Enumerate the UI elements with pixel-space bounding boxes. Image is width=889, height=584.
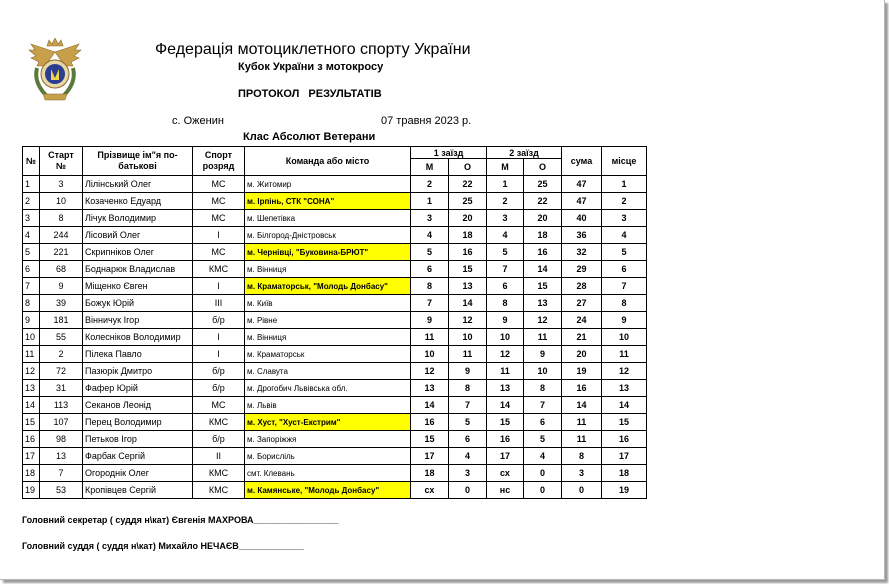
cell-final-place: 1 <box>602 176 647 193</box>
cell-race-1-place: 14 <box>411 397 449 414</box>
cell-start: 8 <box>40 210 83 227</box>
cell-no: 3 <box>23 210 40 227</box>
cell-start: 244 <box>40 227 83 244</box>
table-row <box>23 329 647 346</box>
cell-race-1-points: 18 <box>449 227 487 244</box>
header-final-place: місце <box>602 147 647 176</box>
cell-team: м. Запоріжжя <box>245 431 411 448</box>
cell-no: 16 <box>23 431 40 448</box>
cell-race-2-points: 10 <box>524 363 562 380</box>
cell-no: 12 <box>23 363 40 380</box>
header-name: Прізвище ім"я по-батькові <box>83 147 193 176</box>
cell-team: м. Хуст, "Хуст-Екстрим" <box>245 414 411 431</box>
cell-final-place: 9 <box>602 312 647 329</box>
cell-sum: 0 <box>562 482 602 499</box>
event-place: с. Оженин <box>172 115 224 127</box>
cell-race-2-points: 9 <box>524 346 562 363</box>
cell-name: Вінничук Ігор <box>83 312 193 329</box>
cell-sum: 20 <box>562 346 602 363</box>
cell-rank: І <box>193 278 245 295</box>
table-row <box>23 312 647 329</box>
cell-sum: 8 <box>562 448 602 465</box>
cell-race-1-place: 1 <box>411 193 449 210</box>
cell-race-1-points: 7 <box>449 397 487 414</box>
table-row <box>23 227 647 244</box>
cell-team: м. Рівне <box>245 312 411 329</box>
cell-race-1-place: 17 <box>411 448 449 465</box>
cell-race-2-place: 5 <box>487 244 524 261</box>
cell-final-place: 4 <box>602 227 647 244</box>
cell-race-2-place: сх <box>487 465 524 482</box>
cell-race-2-points: 11 <box>524 329 562 346</box>
cell-start: 113 <box>40 397 83 414</box>
cell-race-1-place: 3 <box>411 210 449 227</box>
cell-race-2-place: 10 <box>487 329 524 346</box>
cell-no: 7 <box>23 278 40 295</box>
cell-start: 9 <box>40 278 83 295</box>
results-body <box>23 176 647 499</box>
cell-final-place: 15 <box>602 414 647 431</box>
cell-race-2-place: 3 <box>487 210 524 227</box>
cell-race-1-place: 18 <box>411 465 449 482</box>
cell-team: м. Білгород-Дністровськ <box>245 227 411 244</box>
cell-sum: 27 <box>562 295 602 312</box>
cell-rank: І <box>193 329 245 346</box>
cell-race-1-place: сх <box>411 482 449 499</box>
cell-race-1-points: 5 <box>449 414 487 431</box>
cell-team: м. Житомир <box>245 176 411 193</box>
cell-sum: 21 <box>562 329 602 346</box>
secretary-signature-line: Головний секретар ( суддя н\кат) Євгенія МАХРОВА_________________ <box>22 515 339 525</box>
cell-team: м. Чернівці, "Буковина-БРЮТ" <box>245 244 411 261</box>
cell-no: 11 <box>23 346 40 363</box>
cell-race-1-place: 10 <box>411 346 449 363</box>
cell-race-1-place: 11 <box>411 329 449 346</box>
cell-sum: 28 <box>562 278 602 295</box>
cell-name: Секанов Леонід <box>83 397 193 414</box>
cell-team: м. Краматорськ <box>245 346 411 363</box>
cell-race-1-points: 0 <box>449 482 487 499</box>
cell-start: 2 <box>40 346 83 363</box>
cell-race-2-points: 13 <box>524 295 562 312</box>
cell-name: Міщенко Євген <box>83 278 193 295</box>
cell-rank: МС <box>193 193 245 210</box>
cell-no: 8 <box>23 295 40 312</box>
cell-name: Лісовий Олег <box>83 227 193 244</box>
cup-title: Кубок України з мотокросу <box>238 61 384 73</box>
cell-race-1-points: 9 <box>449 363 487 380</box>
cell-race-2-place: 13 <box>487 380 524 397</box>
cell-sum: 47 <box>562 176 602 193</box>
cell-name: Божук Юрій <box>83 295 193 312</box>
cell-race-1-place: 9 <box>411 312 449 329</box>
cell-race-1-points: 13 <box>449 278 487 295</box>
cell-team: м. Камянське, "Молодь Донбасу" <box>245 482 411 499</box>
table-row <box>23 176 647 193</box>
table-row <box>23 363 647 380</box>
cell-race-1-points: 25 <box>449 193 487 210</box>
cell-race-1-place: 8 <box>411 278 449 295</box>
cell-team: м. Ірпінь, СТК "СОНА" <box>245 193 411 210</box>
cell-race-2-place: 7 <box>487 261 524 278</box>
cell-start: 10 <box>40 193 83 210</box>
cell-rank: ІІІ <box>193 295 245 312</box>
cell-final-place: 3 <box>602 210 647 227</box>
cell-name: Козаченко Едуард <box>83 193 193 210</box>
cell-final-place: 17 <box>602 448 647 465</box>
cell-race-2-points: 25 <box>524 176 562 193</box>
cell-sum: 29 <box>562 261 602 278</box>
cell-start: 3 <box>40 176 83 193</box>
federation-emblem-icon <box>27 38 83 102</box>
cell-name: Огороднік Олег <box>83 465 193 482</box>
cell-race-2-place: 9 <box>487 312 524 329</box>
table-row <box>23 465 647 482</box>
cell-no: 4 <box>23 227 40 244</box>
cell-sum: 36 <box>562 227 602 244</box>
cell-race-2-points: 22 <box>524 193 562 210</box>
cell-no: 15 <box>23 414 40 431</box>
cell-rank: КМС <box>193 261 245 278</box>
cell-rank: І <box>193 346 245 363</box>
cell-final-place: 14 <box>602 397 647 414</box>
cell-race-1-points: 8 <box>449 380 487 397</box>
cell-race-2-points: 20 <box>524 210 562 227</box>
cell-race-2-place: нс <box>487 482 524 499</box>
cell-rank: МС <box>193 397 245 414</box>
cell-race-2-points: 5 <box>524 431 562 448</box>
cell-race-1-points: 22 <box>449 176 487 193</box>
results-table <box>22 146 647 499</box>
cell-race-2-points: 16 <box>524 244 562 261</box>
cell-rank: б/р <box>193 312 245 329</box>
cell-name: Лілінський Олег <box>83 176 193 193</box>
cell-race-1-place: 4 <box>411 227 449 244</box>
table-row <box>23 193 647 210</box>
cell-no: 14 <box>23 397 40 414</box>
cell-final-place: 18 <box>602 465 647 482</box>
cell-race-2-points: 12 <box>524 312 562 329</box>
cell-name: Кропівцев Сергій <box>83 482 193 499</box>
header-race-1-points: О <box>449 159 487 176</box>
cell-rank: б/р <box>193 431 245 448</box>
cell-no: 19 <box>23 482 40 499</box>
cell-start: 98 <box>40 431 83 448</box>
cell-final-place: 16 <box>602 431 647 448</box>
table-row <box>23 346 647 363</box>
cell-final-place: 10 <box>602 329 647 346</box>
cell-race-2-points: 8 <box>524 380 562 397</box>
cell-race-2-place: 4 <box>487 227 524 244</box>
cell-race-1-points: 11 <box>449 346 487 363</box>
cell-start: 72 <box>40 363 83 380</box>
cell-race-1-points: 20 <box>449 210 487 227</box>
cell-race-2-place: 11 <box>487 363 524 380</box>
cell-start: 7 <box>40 465 83 482</box>
cell-race-1-place: 13 <box>411 380 449 397</box>
table-row <box>23 244 647 261</box>
cell-final-place: 6 <box>602 261 647 278</box>
cell-team: м. Київ <box>245 295 411 312</box>
header-no: № <box>23 147 40 176</box>
cell-race-2-place: 6 <box>487 278 524 295</box>
cell-sum: 11 <box>562 431 602 448</box>
cell-name: Фафер Юрій <box>83 380 193 397</box>
cell-start: 68 <box>40 261 83 278</box>
cell-rank: б/р <box>193 380 245 397</box>
cell-sum: 24 <box>562 312 602 329</box>
cell-race-2-place: 2 <box>487 193 524 210</box>
cell-final-place: 12 <box>602 363 647 380</box>
cell-race-1-points: 15 <box>449 261 487 278</box>
cell-rank: КМС <box>193 465 245 482</box>
cell-no: 18 <box>23 465 40 482</box>
cell-name: Скрипніков Олег <box>83 244 193 261</box>
cell-race-2-points: 15 <box>524 278 562 295</box>
cell-final-place: 7 <box>602 278 647 295</box>
cell-sum: 14 <box>562 397 602 414</box>
cell-name: Лічук Володимир <box>83 210 193 227</box>
cell-name: Боднарюк Владислав <box>83 261 193 278</box>
table-row <box>23 431 647 448</box>
header-race-1-place: М <box>411 159 449 176</box>
cell-name: Пазюрік Дмитро <box>83 363 193 380</box>
cell-race-1-points: 6 <box>449 431 487 448</box>
cell-no: 2 <box>23 193 40 210</box>
cell-rank: МС <box>193 210 245 227</box>
cell-final-place: 5 <box>602 244 647 261</box>
cell-sum: 19 <box>562 363 602 380</box>
cell-rank: МС <box>193 244 245 261</box>
cell-race-1-place: 16 <box>411 414 449 431</box>
cell-race-2-points: 14 <box>524 261 562 278</box>
cell-race-2-place: 1 <box>487 176 524 193</box>
cell-sum: 11 <box>562 414 602 431</box>
cell-race-1-points: 3 <box>449 465 487 482</box>
cell-race-2-place: 12 <box>487 346 524 363</box>
cell-race-2-place: 15 <box>487 414 524 431</box>
header-race-2-place: М <box>487 159 524 176</box>
cell-rank: КМС <box>193 482 245 499</box>
cell-final-place: 11 <box>602 346 647 363</box>
table-row <box>23 482 647 499</box>
cell-name: Фарбак Сергій <box>83 448 193 465</box>
judge-signature-line: Головний суддя ( суддя н\кат) Михайло НЕЧАЄВ_____________ <box>22 541 304 551</box>
cell-team: м. Шепетівка <box>245 210 411 227</box>
cell-start: 13 <box>40 448 83 465</box>
cell-rank: ІІ <box>193 448 245 465</box>
table-header-row <box>23 147 647 159</box>
cell-race-2-points: 4 <box>524 448 562 465</box>
header-start: Старт № <box>40 147 83 176</box>
table-row <box>23 414 647 431</box>
header-race-2: 2 заїзд <box>487 147 562 159</box>
cell-start: 53 <box>40 482 83 499</box>
cell-no: 10 <box>23 329 40 346</box>
cell-rank: б/р <box>193 363 245 380</box>
cell-race-2-place: 8 <box>487 295 524 312</box>
cell-rank: І <box>193 227 245 244</box>
document-title: ПРОТОКОЛ РЕЗУЛЬТАТІВ <box>238 88 382 100</box>
cell-race-1-place: 2 <box>411 176 449 193</box>
table-row <box>23 261 647 278</box>
cell-race-2-place: 17 <box>487 448 524 465</box>
cell-team: м. Борисліль <box>245 448 411 465</box>
cell-start: 55 <box>40 329 83 346</box>
header-sum: сума <box>562 147 602 176</box>
class-title: Клас Абсолют Ветерани <box>243 131 376 143</box>
cell-race-1-points: 10 <box>449 329 487 346</box>
header-rank: Спорт розряд <box>193 147 245 176</box>
cell-sum: 47 <box>562 193 602 210</box>
header-race-2-points: О <box>524 159 562 176</box>
cell-team: м. Вінниця <box>245 261 411 278</box>
cell-start: 181 <box>40 312 83 329</box>
cell-race-1-place: 7 <box>411 295 449 312</box>
cell-name: Перец Володимир <box>83 414 193 431</box>
cell-rank: КМС <box>193 414 245 431</box>
cell-race-2-points: 0 <box>524 465 562 482</box>
cell-team: м. Вінниця <box>245 329 411 346</box>
cell-team: м. Львів <box>245 397 411 414</box>
cell-team: м. Славута <box>245 363 411 380</box>
cell-no: 13 <box>23 380 40 397</box>
table-row <box>23 210 647 227</box>
cell-race-1-points: 16 <box>449 244 487 261</box>
cell-final-place: 13 <box>602 380 647 397</box>
cell-name: Петьков Ігор <box>83 431 193 448</box>
cell-race-2-points: 0 <box>524 482 562 499</box>
table-row <box>23 295 647 312</box>
cell-race-2-points: 18 <box>524 227 562 244</box>
cell-race-1-points: 14 <box>449 295 487 312</box>
cell-team: смт. Клевань <box>245 465 411 482</box>
cell-final-place: 19 <box>602 482 647 499</box>
cell-race-1-points: 4 <box>449 448 487 465</box>
cell-name: Пілека Павло <box>83 346 193 363</box>
cell-no: 9 <box>23 312 40 329</box>
header-team: Команда або місто <box>245 147 411 176</box>
cell-race-1-place: 5 <box>411 244 449 261</box>
cell-team: м. Дрогобич Львівська обл. <box>245 380 411 397</box>
cell-sum: 40 <box>562 210 602 227</box>
cell-race-1-place: 15 <box>411 431 449 448</box>
cell-race-1-points: 12 <box>449 312 487 329</box>
cell-race-2-points: 6 <box>524 414 562 431</box>
cell-start: 107 <box>40 414 83 431</box>
table-row <box>23 278 647 295</box>
cell-no: 5 <box>23 244 40 261</box>
cell-final-place: 8 <box>602 295 647 312</box>
cell-sum: 3 <box>562 465 602 482</box>
federation-title: Федерація мотоциклетного спорту України <box>155 41 471 58</box>
cell-no: 6 <box>23 261 40 278</box>
cell-race-1-place: 12 <box>411 363 449 380</box>
table-row <box>23 448 647 465</box>
cell-rank: МС <box>193 176 245 193</box>
cell-team: м. Краматорськ, "Молодь Донбасу" <box>245 278 411 295</box>
cell-race-2-place: 16 <box>487 431 524 448</box>
cell-sum: 32 <box>562 244 602 261</box>
header-race-1: 1 заїзд <box>411 147 487 159</box>
table-row <box>23 380 647 397</box>
cell-race-2-points: 7 <box>524 397 562 414</box>
cell-race-2-place: 14 <box>487 397 524 414</box>
cell-sum: 16 <box>562 380 602 397</box>
event-date: 07 травня 2023 р. <box>381 115 472 127</box>
cell-race-1-place: 6 <box>411 261 449 278</box>
cell-start: 221 <box>40 244 83 261</box>
cell-no: 1 <box>23 176 40 193</box>
cell-start: 39 <box>40 295 83 312</box>
cell-start: 31 <box>40 380 83 397</box>
cell-final-place: 2 <box>602 193 647 210</box>
cell-name: Колесніков Володимир <box>83 329 193 346</box>
cell-no: 17 <box>23 448 40 465</box>
table-row <box>23 397 647 414</box>
